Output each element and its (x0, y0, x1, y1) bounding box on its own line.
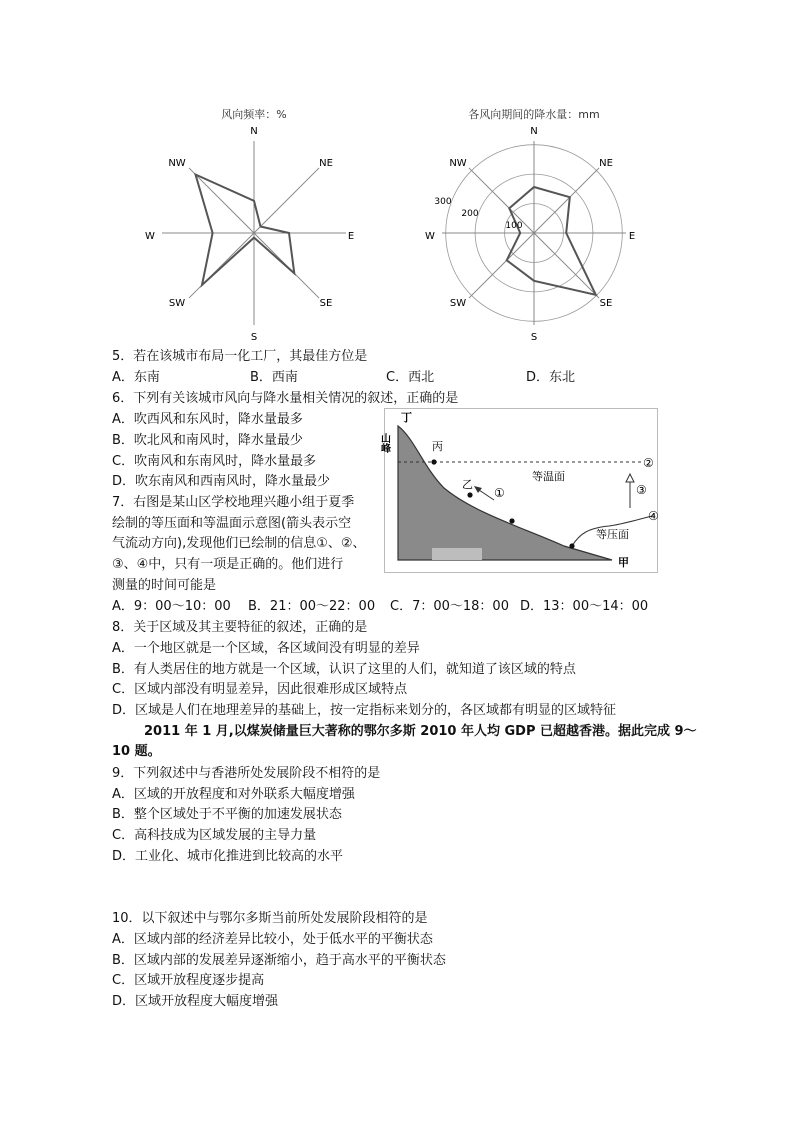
rose1-label-s: S (250, 332, 258, 343)
rose2-ring-label-100: 100 (505, 221, 523, 231)
q5-stem: 5．若在该城市布局一化工厂，其最佳方位是 (112, 349, 368, 364)
label-circle-2: ② (643, 456, 654, 470)
q6-option-d: D．吹东南风和西南风时，降水量最少 (112, 474, 331, 489)
q6-option-c: C．吹南风和东南风时，降水量最多 (112, 454, 317, 469)
label-isotherm: 等温面 (532, 470, 565, 483)
q10-option-d: D．区域开放程度大幅度增强 (112, 994, 279, 1009)
q7-option-c: C．7：00～18：00 (390, 599, 509, 614)
q10-stem: 10．以下叙述中与鄂尔多斯当前所处发展阶段相符的是 (112, 911, 428, 926)
q7-stem-line-3: 气流动方向),发现他们已绘制的信息①、②、 (112, 536, 366, 551)
q7-option-d: D．13：00～14：00 (520, 599, 649, 614)
q7-option-b: B．21：00～22：00 (248, 599, 376, 614)
q9-stem: 9．下列叙述中与香港所处发展阶段不相符的是 (112, 766, 381, 781)
wind-frequency-rose (130, 100, 370, 345)
q8-option-d: D．区域是人们在地理差异的基础上，按一定指标来划分的，各区域都有明显的区域特征 (112, 703, 617, 718)
q8-stem: 8．关于区域及其主要特征的叙述，正确的是 (112, 620, 368, 635)
point-bing (431, 459, 436, 464)
q6-option-b: B．吹北风和南风时，降水量最少 (112, 433, 303, 448)
label-circle-1: ① (494, 486, 505, 500)
q9-option-a: A．区域的开放程度和对外联系大幅度增强 (112, 787, 355, 802)
q9-option-d: D．工业化、城市化推进到比较高的水平 (112, 849, 344, 864)
q8-option-b: B．有人类居住的地方就是一个区域，认识了这里的人们，就知道了该区域的特点 (112, 662, 576, 677)
point-yi (467, 492, 472, 497)
precipitation-rose (408, 100, 658, 345)
label-peak: 山峰 (378, 433, 390, 453)
q5-option-c: C．西北 (386, 370, 435, 385)
q6-stem: 6．下列有关该城市风向与降水量相关情况的叙述，正确的是 (112, 391, 459, 406)
q7-stem-line-4: ③、④中，只有一项是正确的。他们进行 (112, 557, 344, 572)
rose1-label-n: N (250, 126, 258, 137)
axis-sw (469, 233, 534, 298)
rose2-label-se: SE (599, 298, 613, 309)
rose2-label-e: E (628, 231, 636, 242)
rose1-label-w: W (145, 231, 155, 242)
rose2-label-n: N (530, 126, 538, 137)
axis-ne (254, 168, 319, 233)
label-jia: 甲 (618, 556, 629, 569)
rose2-title: 各风向期间的降水量：mm (468, 108, 600, 121)
axis-sw (189, 233, 254, 298)
rose2-precipitation-polygon (507, 187, 596, 295)
rose1-label-nw: NW (168, 158, 186, 169)
q5-option-b: B．西南 (250, 370, 298, 385)
ground-patch (432, 548, 482, 560)
rose1-frequency-polygon (196, 175, 295, 286)
rose2-ring-label-200: 200 (461, 209, 479, 219)
q9-option-b: B．整个区域处于不平衡的加速发展状态 (112, 807, 342, 822)
q9-option-c: C．高科技成为区域发展的主导力量 (112, 828, 317, 843)
label-circle-4: ④ (648, 509, 659, 523)
rose2-label-sw: SW (449, 298, 467, 309)
isobar-isotherm-diagram (378, 408, 659, 573)
q8-option-a: A．一个地区就是一个区域，各区域间没有明显的差异 (112, 641, 420, 656)
label-ding: 丁 (401, 411, 412, 424)
label-bing: 丙 (432, 440, 443, 453)
q10-option-a: A．区域内部的经济差异比较小，处于低水平的平衡状态 (112, 932, 433, 947)
rose2-label-s: S (530, 332, 538, 343)
label-yi: 乙 (462, 478, 473, 491)
rose1-label-ne: NE (319, 158, 333, 169)
rose2-label-ne: NE (599, 158, 613, 169)
rose1-label-e: E (347, 231, 355, 242)
intro-line-1: 2011 年 1 月,以煤炭储量巨大著称的鄂尔多斯 2010 年人均 GDP 已超越香港。据此完成 9～ (144, 724, 697, 739)
q5-option-d: D．东北 (526, 370, 576, 385)
axis-nw (189, 168, 254, 233)
q7-stem-line-2: 绘制的等压面和等温面示意图(箭头表示空 (112, 516, 352, 531)
q6-option-a: A．吹西风和东风时，降水量最多 (112, 412, 303, 427)
q7-option-a: A．9：00～10：00 (112, 599, 231, 614)
label-isobar: 等压面 (596, 528, 629, 541)
rose2-ring-label-300: 300 (434, 197, 452, 207)
axis-nw (469, 168, 534, 233)
rose2-label-nw: NW (449, 158, 467, 169)
rose2-label-w: W (425, 231, 435, 242)
q10-option-b: B．区域内部的发展差异逐渐缩小，趋于高水平的平衡状态 (112, 953, 446, 968)
q7-stem-line-5: 测量的时间可能是 (112, 578, 217, 593)
q5-option-a: A．东南 (112, 370, 160, 385)
q10-option-c: C．区域开放程度逐步提高 (112, 973, 265, 988)
point-mid (509, 518, 514, 523)
rose1-label-sw: SW (168, 298, 186, 309)
q8-option-c: C．区域内部没有明显差异，因此很难形成区域特点 (112, 682, 408, 697)
intro-line-2: 10 题。 (112, 744, 161, 759)
rose1-label-se: SE (319, 298, 333, 309)
label-circle-3: ③ (636, 483, 647, 497)
point-low (569, 543, 574, 548)
q7-stem-line-1: 7．右图是某山区学校地理兴趣小组于夏季 (112, 495, 355, 510)
rose1-title: 风向频率：% (221, 108, 287, 121)
